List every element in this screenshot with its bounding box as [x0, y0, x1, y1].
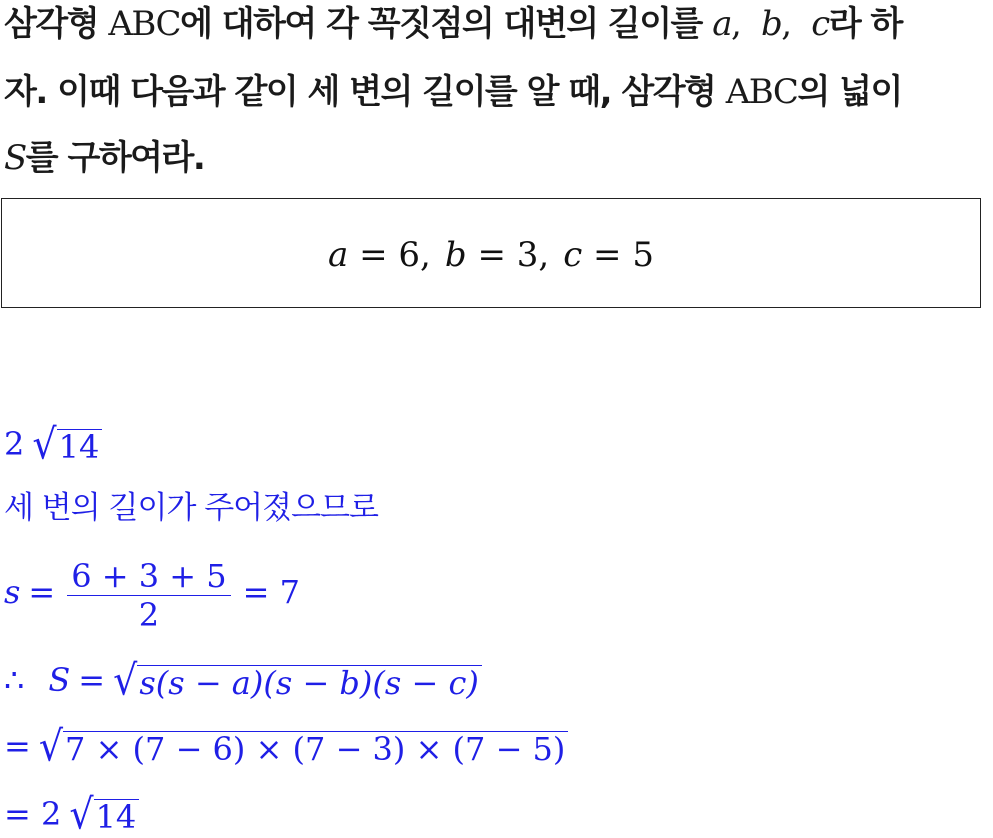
given-values-box [1, 198, 981, 308]
var-S: S [4, 138, 26, 178]
problem-line-1: 삼각형 ABC에 대하여 각 꼭짓점의 대변의 길이를 a, b, c라 하 [4, 4, 902, 44]
triangle-name: ABC [108, 4, 181, 44]
semi-perimeter-line: s = $\frac{6 + 3 + 5}{2}$ = 7 [4, 557, 300, 635]
problem-text: 삼각형 [4, 4, 109, 44]
problem-line-2 [4, 72, 902, 112]
substitution-line: = √ 7 × (7 − 6) × (7 − 3) × (7 − 5) [4, 726, 568, 766]
fraction: $\frac{6 + 3 + 5}{2}$ [67, 557, 230, 634]
given-b: = 3, [477, 235, 550, 275]
sqrt-sign: √ 14 [32, 424, 102, 464]
problem-text: 에 대하여 각 꼭짓점의 대변의 길이를 [180, 4, 713, 44]
sqrt-sign: √ 7 × (7 − 6) × (7 − 3) × (7 − 5) [39, 726, 569, 766]
given-values: a = 6, b = 3, c = 5 [328, 235, 654, 275]
problem-text: 를 구하여라. [25, 138, 205, 178]
var-c: c [811, 4, 829, 44]
heron-formula-line: ∴ S = √ s(s − a)(s − b)(s − c) [4, 660, 482, 700]
problem-text: 라 하 [828, 4, 902, 44]
problem-line-3 [4, 138, 204, 178]
var-a: a [712, 4, 732, 44]
solution-intro: 세 변의 길이가 주어졌으므로 [4, 490, 378, 526]
answer-value: 2 √ 14 [4, 424, 102, 464]
sqrt-sign: √ s(s − a)(s − b)(s − c) [113, 660, 482, 700]
final-result-line: = 2 √ 14 [4, 794, 139, 834]
therefore-symbol: ∴ [4, 661, 25, 699]
sqrt-sign: √ 14 [69, 794, 139, 834]
problem-text: 의 넓이 [797, 72, 902, 112]
triangle-name: ABC [725, 72, 798, 112]
given-c: = 5 [593, 235, 654, 275]
given-a: = 6, [359, 235, 431, 275]
var-b: b [761, 4, 782, 44]
problem-text: 자. 이때 다음과 같이 세 변의 길이를 알 때, 삼각형 [4, 72, 726, 112]
